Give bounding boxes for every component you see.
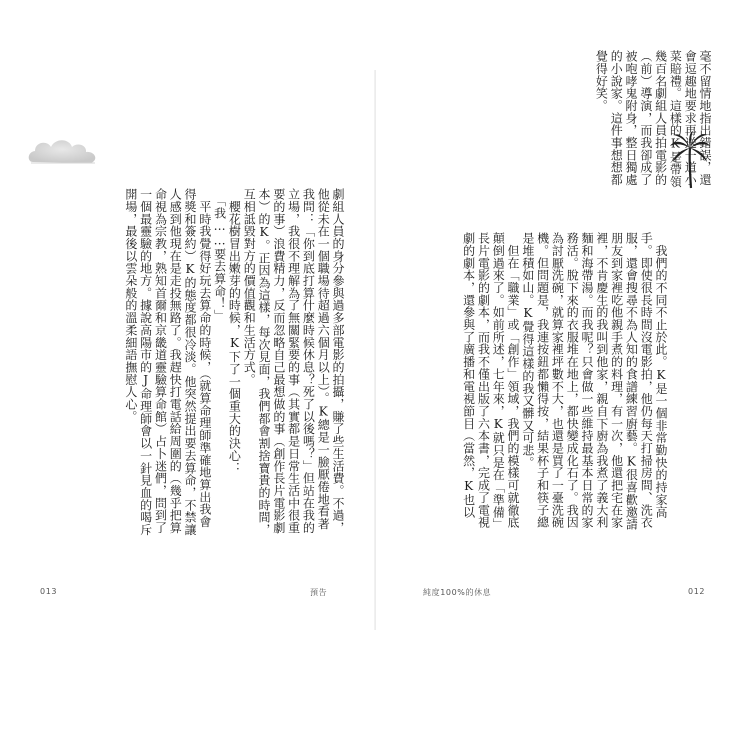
cloud-icon xyxy=(25,128,105,178)
right-page-body: 我們的不同不止於此。K是一個非常勤快的持家高手。即使很長時間沒電影拍，他仍每天打掃房間、洗衣服，還會搜尋不為人知的食譜練習廚藝。K很喜歡邀請朋友到家裡吃他親手煮的料理，有一次，他還把宅在家裡，不肯慶生的我叫到他家，親自下廚為我煮了義大利麵和海帶湯。而我呢？只會做一些維持最基本日常的家務活。脫下來的衣服堆在地上，都快變成化石了。我因為討厭洗碗，就算家裡坪數不大，也還是買了一臺洗碗機。但問題是，我連按鈕都懶得按，結果杯子和筷子總是堆積如山。K覺得這樣的我又髒又可悲。 但在「職業」或「創作」領域，我們的模樣可就徹底顛倒過來了。如前所述，七年來，K就只是在「準備」長片電影的劇本，而我不僅出版了六本書，完成了電視劇的劇本，還參與了廣播和電視節目（當然，K也以 xyxy=(461,232,668,531)
left-running-title: 預告 xyxy=(310,588,328,597)
left-page-number: 013 xyxy=(40,587,58,596)
left-page-body: 劇組人員的身分參與過多部電影的拍攝，賺了些生活費。不過，他從未在一個職場待超過六個月以上）。K總是一臉厭倦地看著我問：「你到底打算什麼時候休息？死了以後嗎？」但站在我的立場，我很不理解為了無關緊要的事（其實都是日常生活中很重要的事）浪費精力，反而忽略自己最想做的事（創作長片電影劇本）的K。正因為這樣，每次見面，我們都會割捨寶貴的時間，互相詆毀對方的價值觀和生活方式。 櫻花樹冒出嫩芽的時候，K下了一個重大的決心： 「我……要去算命！」 平時我覺得好玩去算命的時候，（就算命理師準確地算出我會得獎和簽約）K的態度都很冷淡。他突然提出要去算命，不禁讓人感到他現在是走投無路了。我趕快打電話給周圍的（幾乎把算命視為宗教，熟知首爾和京畿道靈驗算命館）占卜迷們，問到了一個最靈驗的地方。據說高陽市的J命理師會以一針見血的喝斥開場，最後以雲朵般的溫柔細語撫慰人心。 xyxy=(123,188,345,536)
page-gutter xyxy=(374,70,376,630)
right-page-top-text: 毫不留情地指出錯誤，還會逗趣地要求再送一道小菜賠禮。這樣的K是帶領幾百名劇組人員拍電影的（前）導演，而我卻成了被咆哮鬼附身，整日獨處的小說家。這件事想想都覺得好笑。 xyxy=(594,50,712,188)
right-running-title: 純度100%的休息 xyxy=(423,588,492,597)
right-page-number: 012 xyxy=(688,587,706,596)
